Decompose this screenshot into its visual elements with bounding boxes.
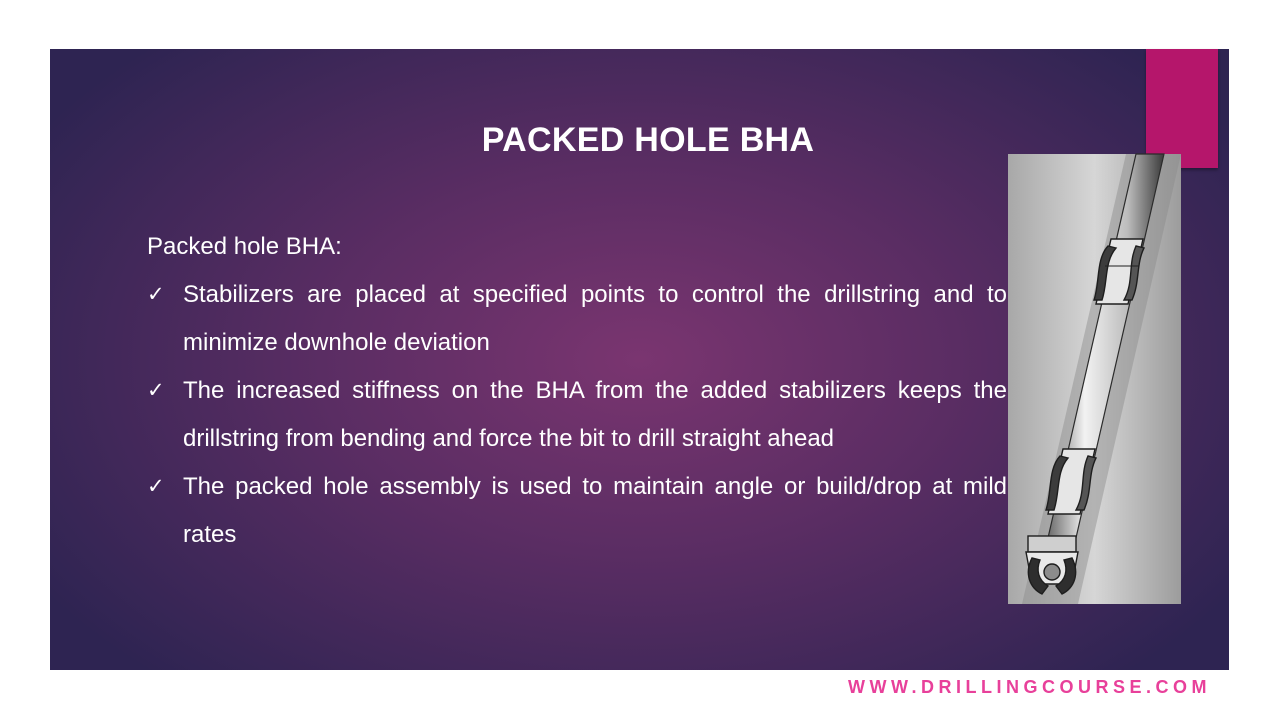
bullet-item — [147, 463, 1007, 559]
bullet-item — [147, 367, 1007, 463]
website-url: WWW.DRILLINGCOURSE.COM — [848, 677, 1211, 697]
checkmark-icon: ✓ — [147, 379, 165, 402]
slide-body — [147, 223, 1007, 559]
slide-title: PACKED HOLE BHA — [481, 121, 815, 159]
bullet-text: Stabilizers are placed at specified points to control the drillstring and to minimize downhole deviation — [183, 281, 1007, 356]
slide — [50, 49, 1229, 697]
packed-hole-assembly-illustration — [1008, 154, 1181, 604]
bullet-text: The packed hole assembly is used to maintain angle or build/drop at mild rates — [183, 473, 1007, 548]
intro-text: Packed hole BHA: — [147, 233, 342, 260]
checkmark-icon: ✓ — [147, 283, 165, 306]
checkmark-icon: ✓ — [147, 475, 165, 498]
bullet-list — [147, 271, 1007, 559]
bullet-text: The increased stiffness on the BHA from the added stabilizers keeps the drillstring from bending and force the bit to drill straight ahead — [183, 377, 1007, 452]
bullet-item — [147, 271, 1007, 367]
